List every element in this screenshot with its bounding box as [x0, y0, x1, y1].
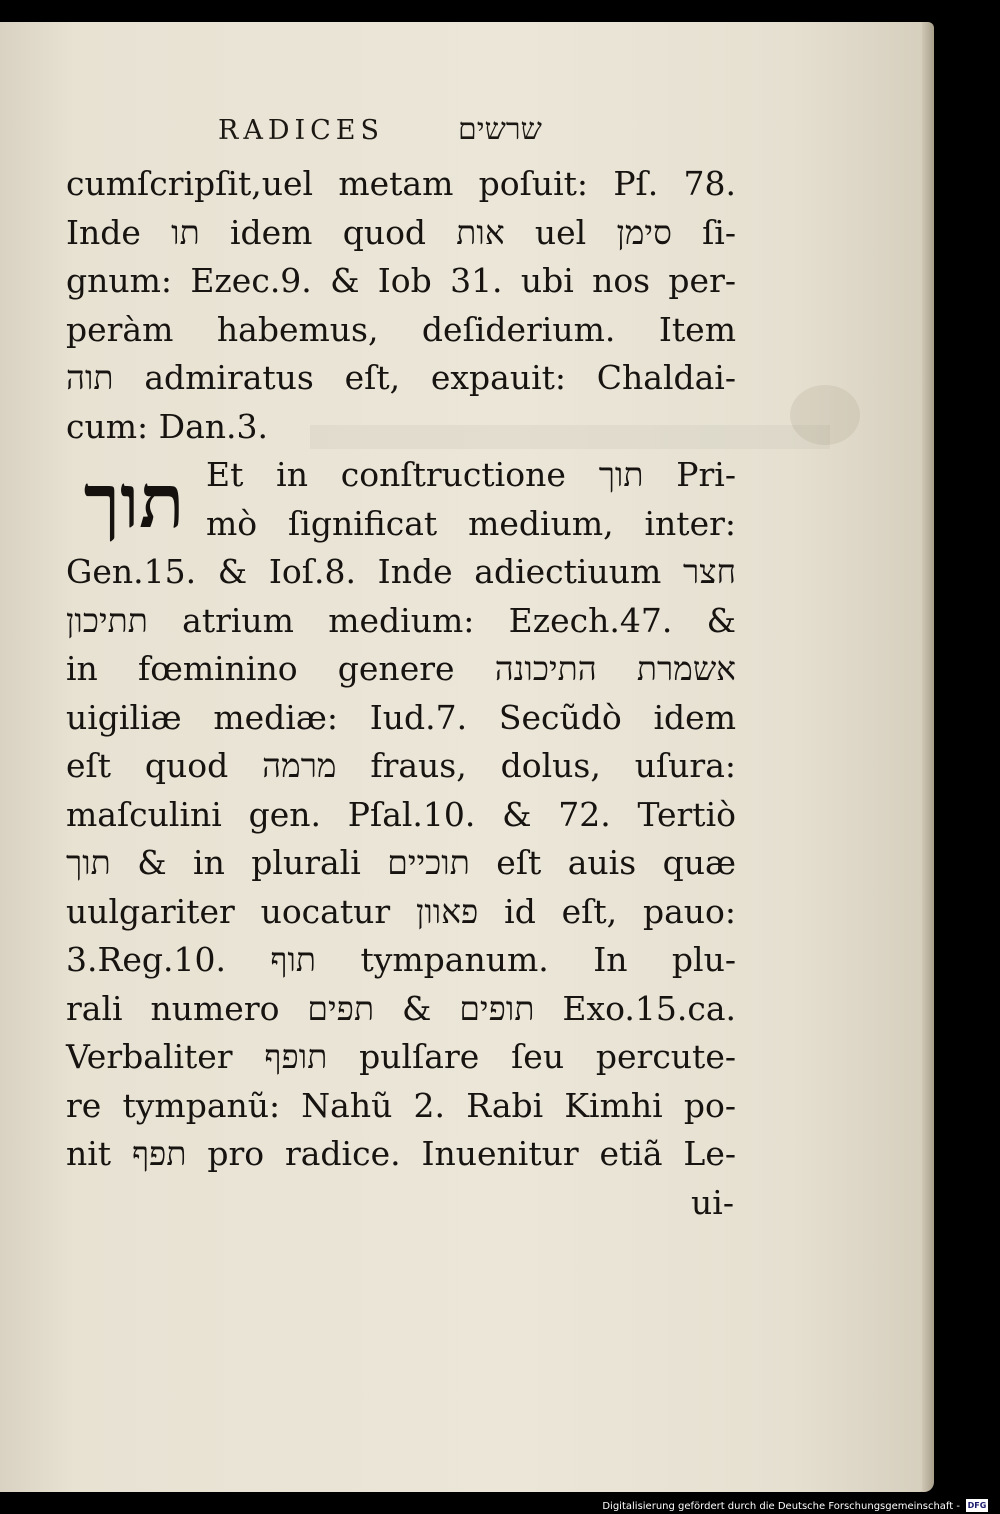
page-edge	[922, 22, 934, 1492]
running-head	[218, 112, 568, 155]
text-line-12: uigiliæ mediæ: Iud.7. Secũdò idem	[66, 697, 736, 737]
text-line-2: Inde תו idem quod אות uel סימן ſi-	[66, 212, 736, 252]
text-line-13: eſt quod מרמה fraus, dolus, uſura:	[66, 746, 736, 785]
text-line-19: Verbaliter תופף pulſare ſeu percute-	[66, 1037, 736, 1076]
text-line-5: תוה admiratus eſt, expauit: Chaldai-	[66, 358, 736, 397]
running-head-latin: RADICES	[218, 115, 385, 146]
text-line-6: cum: Dan.3.	[66, 406, 268, 446]
text-line-20: re tympanũ: Nahũ 2. Rabi Kimhi po-	[66, 1085, 736, 1125]
text-line-21: nit תפף pro radice. Inuenitur etiã Le-	[66, 1134, 736, 1173]
text-line-1: cumſcripſit,uel metam poſuit: Pſ. 78.	[66, 164, 736, 203]
text-line-16: uulgariter uocatur פאוון id eſt, pauo:	[66, 891, 736, 931]
text-line-11: in fœminino genere אשמרת התיכונה	[66, 649, 736, 688]
text-line-18: rali numero תופים & תפים Exo.15.ca.	[66, 988, 736, 1028]
body-text	[66, 160, 736, 1227]
catchword: ui-	[691, 1182, 734, 1222]
dfg-logo-icon: DFG	[967, 1501, 987, 1510]
text-line-9: Gen.15. & Ioſ.8. Inde adiectiuum חצר	[66, 552, 736, 591]
text-line-10: תתיכון atrium medium: Ezech.47. &	[66, 600, 736, 640]
digitization-credit: Digitalisierung gefördert durch die Deutsche Forschungsgemeinschaft -	[602, 1501, 960, 1512]
text-line-14: maſculini gen. Pſal.10. & 72. Tertiò	[66, 794, 736, 834]
text-line-15: תוך & in plurali תוכיים eſt auis quæ	[66, 843, 736, 882]
text-line-4: peràm habemus, deſiderium. Item	[66, 309, 736, 349]
hebrew-initial-word: תוך	[83, 459, 185, 545]
text-line-8: mò ſignificat medium, inter:	[206, 503, 736, 543]
text-line-3: gnum: Ezec.9. & Iob 31. ubi nos per-	[66, 261, 736, 300]
running-head-hebrew: שרשים	[458, 112, 542, 147]
text-line-7: Et in conſtructione תוך Pri-	[206, 455, 736, 494]
text-line-17: 3.Reg.10. תוף tympanum. In plu-	[66, 940, 736, 979]
